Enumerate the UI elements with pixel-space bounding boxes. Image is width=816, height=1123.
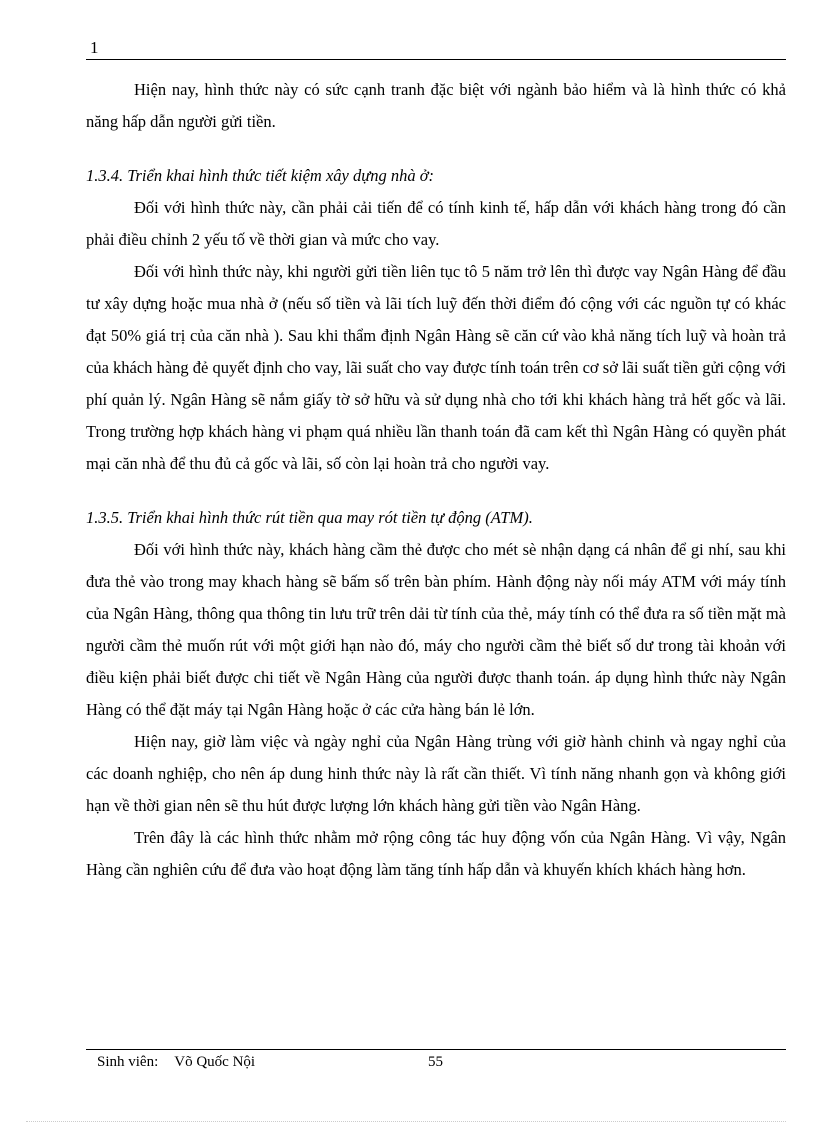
section-heading-1-3-5: 1.3.5. Triển khai hình thức rút tiền qua may rót tiền tự động (ATM). <box>86 508 533 527</box>
footer-page-number: 55 <box>428 1054 443 1070</box>
intro-paragraph: Hiện nay, hình thức này có sức cạnh tranh đặc biệt với ngành bảo hiểm và là hình thức có khả năng hấp dẫn người gửi tiền. <box>86 80 786 131</box>
paragraph-1-3-5-c: Trên đây là các hình thức nhằm mở rộng công tác huy động vốn của Ngân Hàng. Vì vậy, Ngân Hàng cần nghiên cứu để đưa vào hoạt động làm tăng tính hấp dẫn và khuyến khích khách hàng hơn. <box>86 828 786 879</box>
paragraph-1-3-4-b: Đối với hình thức này, khi người gửi tiền liên tục tô 5 năm trở lên thì được vay Ngân Hàng để đầu tư xây dựng hoặc mua nhà ở (nếu số tiền và lãi tích luỹ đến thời điểm đó cộng với các nguồn tự có khác đạt 50% giá trị của căn nhà ). Sau khi thẩm định Ngân Hàng sẽ căn cứ vào khả năng tích luỹ và hoàn trả của khách hàng đẻ quyết định cho vay, lãi suất cho vay được tính toán trên cơ sở lãi suất tiền gửi cộng với phí quản lý. Ngân Hàng sẽ nắm giấy tờ sở hữu và sử dụng nhà cho tới khi khách hàng trả hết gốc và lãi. Trong trường hợp khách hàng vi phạm quá nhiều lần thanh toán đã cam kết thì Ngân Hàng có quyền phát mại căn nhà để thu đủ cả gốc và lãi, số còn lại hoàn trả cho người vay. <box>86 262 786 473</box>
header-page-number: 1 <box>90 38 99 57</box>
footer-student-label: Sinh viên: <box>97 1054 159 1070</box>
footer-student-name: Võ Quốc Nội <box>174 1054 256 1070</box>
header-rule <box>86 59 786 60</box>
paragraph-1-3-5-a: Đối với hình thức này, khách hàng cầm thẻ được cho mét sè nhận dạng cá nhân để gi nhí, sau khi đưa thẻ vào trong may khach hàng sẽ bấm số trên bàn phím. Hành động này nối máy ATM với máy tính của Ngân Hàng, thông qua thông tin lưu trữ trên dải từ tính của thẻ, máy tính có thể đưa ra số tiền mặt mà người cầm thẻ muốn rút với một giới hạn nào đó, máy cho người cầm thẻ biết số dư trong tài khoản với điều kiện phải biết được chi tiết về Ngân Hàng của người được thanh toán. áp dụng hình thức này Ngân Hàng có thể đặt máy tại Ngân Hàng hoặc ở các cửa hàng bán lẻ lớn. <box>86 540 786 719</box>
page-footer <box>97 1052 787 1072</box>
paragraph-1-3-4-a: Đối với hình thức này, cần phải cải tiến để có tính kinh tế, hấp dẫn với khách hàng trong đó cần phải điều chỉnh 2 yếu tố về thời gian và mức cho vay. <box>86 198 786 249</box>
section-heading-1-3-4: 1.3.4. Triển khai hình thức tiết kiệm xây dựng nhà ở: <box>86 166 435 185</box>
footer-rule <box>86 1049 786 1050</box>
document-body <box>86 74 786 886</box>
page-bottom-dotted-line <box>26 1121 786 1122</box>
paragraph-1-3-5-b: Hiện nay, giờ làm việc và ngày nghỉ của Ngân Hàng trùng với giờ hành chinh và ngay nghỉ của các doanh nghiệp, cho nên áp dung hinh thức này là rất cần thiết. Vì tính năng nhanh gọn và không giới hạn về thời gian nên sẽ thu hút được lượng lớn khách hàng gửi tiền vào Ngân Hàng. <box>86 732 786 815</box>
